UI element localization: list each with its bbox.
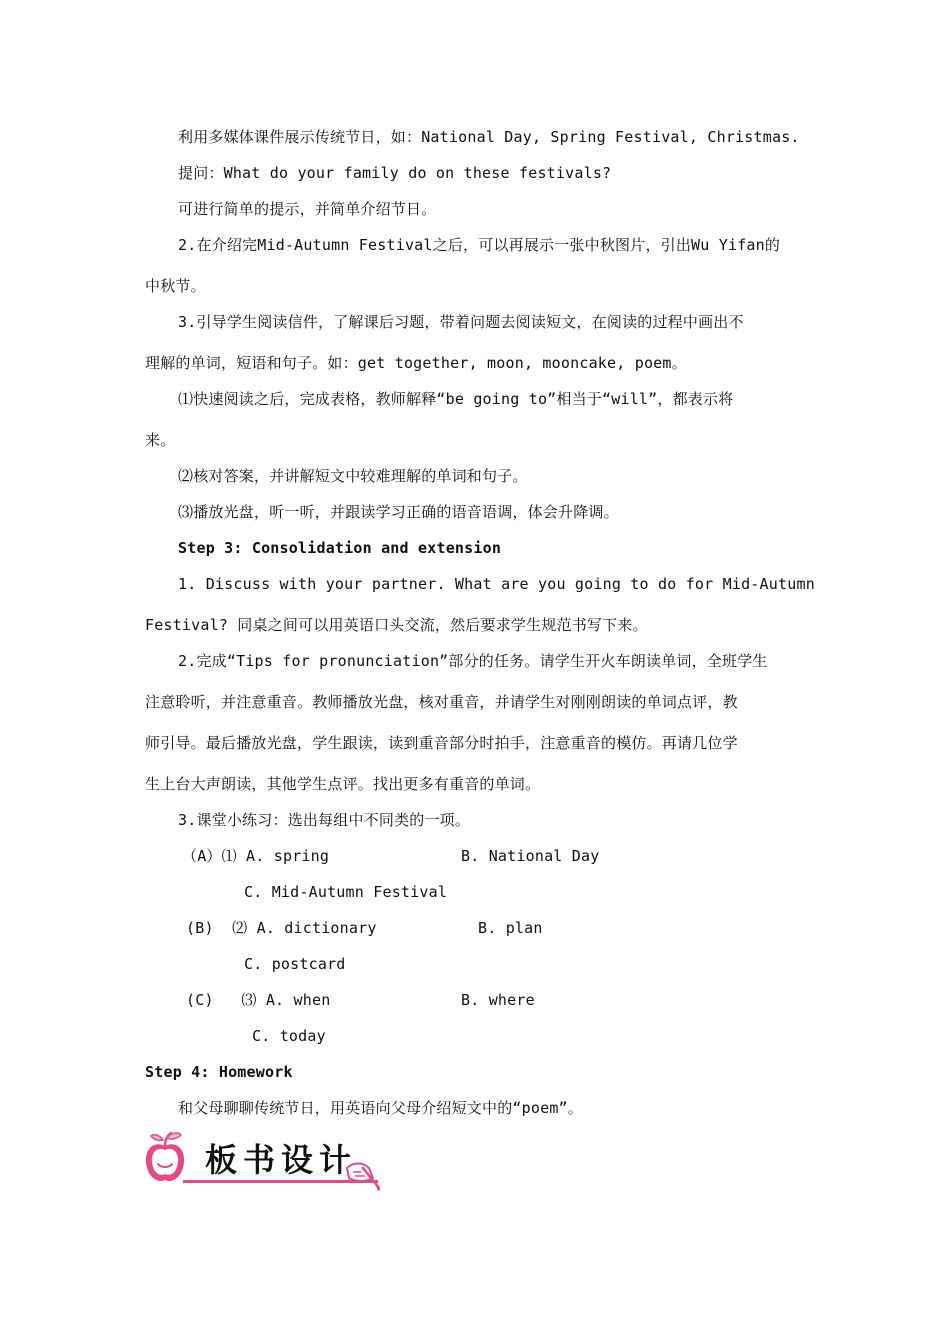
text-line: ⑶播放光盘，听一听，并跟读学习正确的语音语调，体会升降调。 xyxy=(178,503,619,521)
text-line: 和父母聊聊传统节日，用英语向父母介绍短文中的“poem”。 xyxy=(178,1099,583,1117)
text-line: Festival? 同桌之间可以用英语口头交流，然后要求学生规范书写下来。 xyxy=(145,616,648,634)
board-design-banner xyxy=(143,1128,383,1194)
text-line: ⑴快速阅读之后，完成表格，教师解释“be going to”相当于“will”，都表示将 xyxy=(178,390,734,408)
text-line: 2.在介绍完Mid-Autumn Festival之后，可以再展示一张中秋图片，引出Wu Yifan的 xyxy=(178,236,781,254)
text-line: 注意聆听，并注意重音。教师播放光盘，核对重音，并请学生对刚刚朗读的单词点评，教 xyxy=(145,693,738,711)
section-heading: Step 4: Homework xyxy=(145,1063,293,1081)
text-line: 利用多媒体课件展示传统节日，如：National Day, Spring Festival, Christmas. xyxy=(178,128,800,146)
exercise-option: C. postcard xyxy=(244,955,346,973)
apple-icon xyxy=(146,1133,184,1181)
exercise-item: (B) ⑵ A. dictionary xyxy=(186,919,377,937)
text-line: 提问：What do your family do on these festivals? xyxy=(178,164,612,182)
text-line: ⑵核对答案，并讲解短文中较难理解的单词和句子。 xyxy=(178,467,528,485)
text-line: 2.完成“Tips for pronunciation”部分的任务。请学生开火车朗读单词，全班学生 xyxy=(178,652,768,670)
text-line: 中秋节。 xyxy=(145,277,206,295)
exercise-item: （A）⑴ A. spring xyxy=(182,847,330,865)
exercise-option: B. National Day xyxy=(461,847,600,865)
exercise-option: C. Mid-Autumn Festival xyxy=(244,883,448,901)
text-line: 3.课堂小练习：选出每组中不同类的一项。 xyxy=(178,811,471,829)
text-line: 理解的单词，短语和句子。如：get together, moon, mooncake, poem。 xyxy=(145,354,687,372)
exercise-option: C. today xyxy=(252,1027,326,1045)
text-line: 来。 xyxy=(145,431,176,449)
section-heading: Step 3: Consolidation and extension xyxy=(178,539,502,557)
text-line: 生上台大声朗读，其他学生点评。找出更多有重音的单词。 xyxy=(145,775,541,793)
exercise-item: (C) ⑶ A. when xyxy=(186,991,331,1009)
text-line: 3.引导学生阅读信件，了解课后习题，带着问题去阅读短文，在阅读的过程中画出不 xyxy=(178,313,744,331)
text-line: 师引导。最后播放光盘，学生跟读，读到重音部分时拍手，注意重音的模仿。再请几位学 xyxy=(145,734,738,752)
text-line: 可进行简单的提示，并简单介绍节日。 xyxy=(178,200,437,218)
banner-title: 板书设计 xyxy=(205,1141,358,1179)
text-line: 1. Discuss with your partner. What are you going to do for Mid-Autumn xyxy=(178,575,815,593)
exercise-option: B. where xyxy=(461,991,535,1009)
exercise-option: B. plan xyxy=(478,919,543,937)
